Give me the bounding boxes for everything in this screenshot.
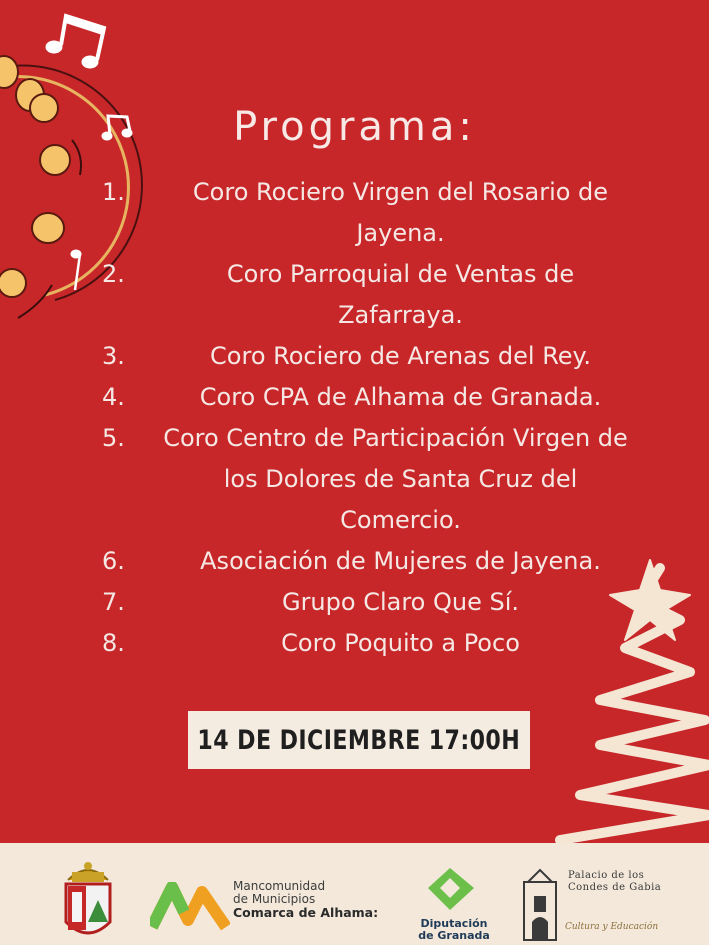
program-item bbox=[98, 418, 673, 541]
item-number: 7. bbox=[102, 588, 125, 616]
program-title: Programa: bbox=[233, 104, 476, 150]
item-line: Asociación de Mujeres de Jayena. bbox=[200, 547, 601, 575]
item-line: Coro Rociero Virgen del Rosario de bbox=[192, 178, 609, 206]
item-line: Grupo Claro Que Sí. bbox=[281, 588, 520, 616]
item-number: 4. bbox=[102, 383, 125, 411]
item-number: 6. bbox=[102, 547, 125, 575]
item-number: 2. bbox=[102, 260, 125, 288]
palacio-line: Palacio de los bbox=[568, 870, 645, 881]
item-line: Coro Parroquial de Ventas de bbox=[226, 260, 575, 288]
palacio-text bbox=[568, 870, 661, 894]
program-item bbox=[98, 254, 673, 336]
program-list bbox=[98, 172, 673, 664]
diputacion-line: de Granada bbox=[418, 929, 490, 942]
palacio-logo bbox=[518, 866, 562, 942]
date-banner bbox=[188, 711, 530, 769]
item-line: Comercio. bbox=[340, 506, 461, 534]
item-line: los Dolores de Santa Cruz del bbox=[223, 465, 578, 493]
item-number: 5. bbox=[102, 424, 125, 452]
program-item bbox=[98, 336, 673, 377]
program-item bbox=[98, 582, 673, 623]
item-number: 1. bbox=[102, 178, 125, 206]
item-line: Coro Rociero de Arenas del Rey. bbox=[210, 342, 591, 370]
coat-of-arms-logo bbox=[58, 852, 118, 944]
diputacion-text bbox=[414, 918, 494, 942]
item-line: Coro CPA de Alhama de Granada. bbox=[199, 383, 602, 411]
mancomunidad-text bbox=[233, 880, 378, 919]
mancomunidad-logo bbox=[150, 882, 230, 932]
item-line: Coro Poquito a Poco bbox=[281, 629, 520, 657]
diputacion-logo bbox=[424, 866, 478, 914]
program-item bbox=[98, 541, 673, 582]
palacio-tagline: Cultura y Educación bbox=[565, 922, 659, 932]
item-line: Jayena. bbox=[356, 219, 445, 247]
program-item bbox=[98, 172, 673, 254]
mancomunidad-line: de Municipios bbox=[233, 892, 316, 906]
mancomunidad-line: Comarca de Alhama: bbox=[233, 905, 379, 920]
program-item bbox=[98, 377, 673, 418]
palacio-line: Condes de Gabia bbox=[568, 882, 662, 893]
item-line: Coro Centro de Participación Virgen de bbox=[163, 424, 628, 452]
item-line: Zafarraya. bbox=[338, 301, 463, 329]
program-item bbox=[98, 623, 673, 664]
item-number: 8. bbox=[102, 629, 125, 657]
mancomunidad-line: Mancomunidad bbox=[233, 879, 326, 893]
item-number: 3. bbox=[102, 342, 125, 370]
event-date: 14 DE DICIEMBRE 17:00H bbox=[197, 724, 521, 756]
music-note-icon bbox=[46, 16, 104, 68]
diputacion-line: Diputación bbox=[420, 917, 488, 930]
